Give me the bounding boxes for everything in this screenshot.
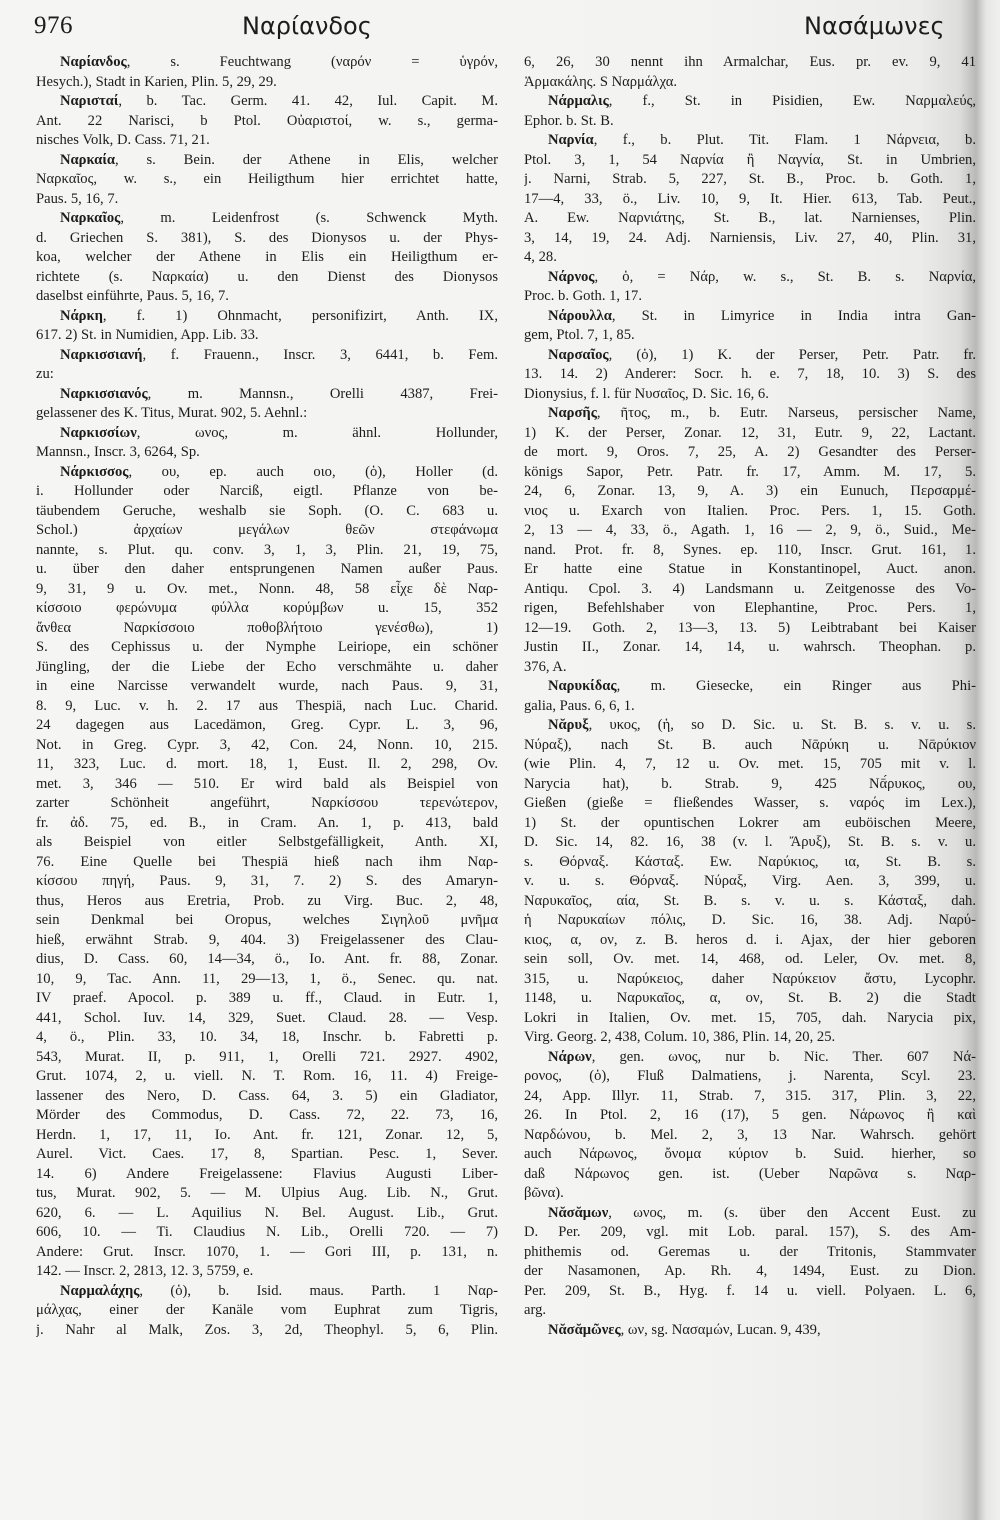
entry-text-line: 617. 2) St. in Numidien, App. Lib. 33. <box>36 327 259 343</box>
headword: Ναρυκίδας <box>548 678 617 694</box>
entry-text-line: fr. ἀδ. 75, ed. B., in Cram. An. 1, p. 413, bald <box>36 814 498 831</box>
entry-text-line: D. Sic. 14, 82. 16, 38 (v. l. Ἄρυξ), St. B. s. v. u. <box>524 834 976 850</box>
entry-text-line: 376, A. <box>524 658 567 675</box>
entry-text-line: κίσσοιο φερώνυμα φύλλα κορύμβων u. 15, 352 <box>36 600 498 616</box>
entry-text-line: (wie Plin. 4, 7, 12 u. Ov. met. 15, 705 mit v. l. <box>524 756 976 772</box>
entry-text-line: 620, 6. — L. Aquilius N. Bel. August. Lib., Grut. <box>36 1204 498 1221</box>
entry-text-line: de mort. 9, Oros. 7, 25, A. 2) Gesandter des Perser- <box>524 444 976 460</box>
headword: Ναρνία <box>548 132 594 148</box>
entry-text-line: Virg. Georg. 2, 438, Colum. 10, 386, Plin. 14, 20, 25. <box>524 1029 836 1045</box>
entry-text-line: met. 3, 346 — 510. Er wird bald als Beispiel von <box>36 775 498 792</box>
entry-text-line: u. über den daher entsprungenen Namen außer Paus. <box>36 561 498 577</box>
entry-text-line: tus, Murat. 902, 5. — M. Ulpius Aug. Lib. N., Grut. <box>36 1185 498 1201</box>
right-column <box>524 53 976 1340</box>
entry-text-line: sein soll, Ov. met. 14, 468, od. Leler, Ov. met. 8, <box>524 951 976 967</box>
entry-first-line: Ναρμαλάχης, (ὁ), b. Isid. maus. Parth. 1 Ναρ- <box>60 1282 498 1299</box>
entry-text-line: 142. — Inscr. 2, 2813, 12. 3, 5759, e. <box>36 1263 254 1279</box>
entry-first-line: Ναρσῆς, ῆτος, m., b. Eutr. Narseus, persischer Name, <box>548 405 976 421</box>
entry-first-line: Ναρίανδος, s. Feuchtwang (ναρόν = ὑγρόν, <box>60 54 498 70</box>
entry-text-line: Hesych.), Stadt in Karien, Plin. 5, 29, 29. <box>36 73 277 90</box>
headword: Ναρσαῖος <box>548 346 609 363</box>
entry-text-line: 24, 6, Zonar. 13, 9, A. 3) ein Eunuch, Περσαρμέ- <box>524 483 976 499</box>
headword: Νᾰσᾰμων <box>548 1204 609 1221</box>
entry-text-line: Mannsn., Inscr. 3, 6264, Sp. <box>36 444 200 460</box>
entry-text-line: Schol.) ἀρχαίων μεγάλων θεῶν στεφάνωμα <box>36 522 498 538</box>
entry-text-line: Lokri in Italien, Ov. met. 15, 705, dah. Narycia pix, <box>524 1009 976 1026</box>
entry-text-line: Gießen (gieße = fließendes Wasser, s. ναρός im Lex.), <box>524 795 976 811</box>
entry-text-line: täubendem Geruche, weshalb sie Soph. (O. C. 683 u. <box>36 502 498 519</box>
entry-text-line: koa, welcher der Athene in Elis ein Heiligthum er- <box>36 249 498 265</box>
entry-text-line: zarter Schönheit angeführt, Ναρκίσσου τερενώτερον, <box>36 795 498 811</box>
entry-text-line: dius, D. Cass. 60, 14—34, ö., Io. Ant. fr. 88, Zonar. <box>36 951 498 967</box>
entry-text-line: A. Ew. Ναρνιάτης, St. B., lat. Narnienses, Plin. <box>524 210 976 226</box>
entry-text-line: Ἀρμακάλης. S Ναρμάλχα. <box>524 73 678 90</box>
entry-text-line: d. Griechen S. 381), S. des Dionysos u. der Phys- <box>36 229 498 246</box>
entry-text-line: D. Per. 209, vgl. mit Lob. paral. 157), S. des Am- <box>524 1224 976 1240</box>
headword: Ναρκισσιανή <box>60 346 143 363</box>
headword: Ναρκισσιανός <box>60 385 148 402</box>
entry-text-line: 606, 10. — Ti. Claudius N. Lib., Orelli 720. — 7) <box>36 1224 498 1240</box>
entry-first-line: Ναρκαῖος, m. Leidenfrost (s. Schwenck Myth. <box>60 210 498 226</box>
entry-text-line: galia, Paus. 6, 6, 1. <box>524 697 635 714</box>
entry-text-line: IV praef. Apocol. p. 389 u. ff., Claud. in Eutr. 1, <box>36 990 498 1006</box>
entry-text-line: 26. In Ptol. 2, 16 (17), 5 gen. Νάρωνος ἢ καὶ <box>524 1107 976 1123</box>
headword: Ναρίανδος <box>60 54 127 70</box>
entry-first-line: Ναρνία, f., b. Plut. Tit. Flam. 1 Νάρνεια, b. <box>548 132 976 148</box>
entry-text-line: μάλχας, einer der Kanäle vom Euphrat zum Tigris, <box>36 1302 498 1318</box>
entry-text-line: 8. 9, Luc. v. h. 2. 17 aus Thespiä, nach Luc. Charid. <box>36 697 498 714</box>
entry-text-line: 4, 28. <box>524 249 557 265</box>
entry-text-line: Narycia hat), b. Strab. 9, 425 Νᾱ́ρυκος, ου, <box>524 775 976 792</box>
entry-first-line: Νάρκισσος, ου, ep. auch οιο, (ὁ), Holler (d. <box>60 463 498 480</box>
left-column <box>36 53 498 1340</box>
entry-text-line: 24 dagegen aus Lacedämon, Greg. Cypr. L. 3, 96, <box>36 717 498 733</box>
entry-text-line: 6, 26, 30 nennt ihn Armalchar, Eus. pr. ev. 9, 41 <box>524 54 976 70</box>
entry-text-line: Paus. 5, 16, 7. <box>36 190 119 207</box>
entry-first-line: Ναρυκίδας, m. Giesecke, ein Ringer aus Phi- <box>548 678 976 694</box>
entry-first-line: Νᾰρυξ, υκος, (ἡ, so D. Sic. u. St. B. s. v. u. s. <box>548 717 976 733</box>
entry-text-line: 9, 31, 9 u. Ov. met., Nonn. 48, 58 εἶχε δὲ Ναρ- <box>36 580 498 597</box>
entry-text-line: Andere: Grut. Inscr. 1070, 1. — Gori III, p. 131, n. <box>36 1243 498 1260</box>
entry-first-line: Ναρκισσίων, ωνος, m. ähnl. Hollunder, <box>60 424 498 441</box>
headword: Νάρουλλα <box>548 307 612 324</box>
entry-text-line: 13. 14. 2) Anderer: Socr. h. e. 7, 18, 10. 3) S. des <box>524 366 976 382</box>
entry-text-line: als Beispiel von eitler Selbstgefälligkeit, Anth. XI, <box>36 834 498 850</box>
entry-text-line: Mörder des Commodus, D. Cass. 72, 22. 73, 16, <box>36 1107 498 1123</box>
headword: Νᾰσᾰμῶνες <box>548 1321 621 1338</box>
entry-text-line: lassener des Nero, D. Cass. 64, 3. 5) ein Gladiator, <box>36 1087 498 1104</box>
headword: Νάρμαλις <box>548 93 609 109</box>
entry-first-line: Ναρκισσιανή, f. Frauenn., Inscr. 3, 6441, b. Fem. <box>60 346 498 363</box>
entry-text-line: Herdn. 1, 17, 11, Io. Ant. fr. 121, Zonar. 12, 5, <box>36 1126 498 1143</box>
entry-text-line: königs Sapor, Petr. Patr. fr. 17, Amm. M. 17, 5. <box>524 463 976 480</box>
headword: Νάρων <box>548 1048 592 1065</box>
entry-text-line: hieß, erwähnt Strab. 9, 404. 3) Freigelassener des Clau- <box>36 931 498 948</box>
entry-text-line: Ephor. b. St. B. <box>524 112 614 129</box>
entry-first-line: Ναρσαῖος, (ὁ), 1) K. der Perser, Petr. Patr. fr. <box>548 346 976 363</box>
entry-text-line: j. Nahr al Malk, Zos. 3, 2d, Theophyl. 5, 6, Plin. <box>36 1321 498 1338</box>
entry-text-line: 24, App. Illyr. 11, Strab. 7, 315. 317, Plin. 3, 22, <box>524 1087 976 1104</box>
headword: Ναρισταί <box>60 93 119 109</box>
entry-first-line: Νάρκη, f. 1) Ohnmacht, personifizirt, Anth. IX, <box>60 307 498 324</box>
entry-text-line: in eine Narcisse verwandelt wurde, nach Paus. 9, 31, <box>36 678 498 694</box>
headword: Ναρμαλάχης <box>60 1282 140 1299</box>
entry-text-line: v. u. s. Θόρναξ. Νύραξ, Virg. Aen. 3, 399, u. <box>524 873 976 889</box>
entry-text-line: nisches Volk, D. Cass. 71, 21. <box>36 132 210 148</box>
entry-text-line: Ptol. 3, 1, 54 Ναρνία ἢ Ναγνία, St. in Umbrien, <box>524 151 976 168</box>
entry-text-line: sein Denkmal bei Oropus, welches Σιγηλοῦ μνῆμα <box>36 912 498 928</box>
entry-text-line: 441, Schol. Iuv. 14, 329, Suet. Claud. 28. — Vesp. <box>36 1009 498 1026</box>
entry-text-line: daselbst einführte, Paus. 5, 16, 7. <box>36 288 229 304</box>
entry-text-line: Ναρκαῖος, w. s., ein Heiligthum hier errichtet hatte, <box>36 171 498 187</box>
entry-first-line: Ναρισταί, b. Tac. Germ. 41. 42, Iul. Capit. M. <box>60 93 498 109</box>
headword: Νάρνος <box>548 268 595 285</box>
entry-text-line: rigen, Befehlshaber von Elephantine, Proc. Pers. 1, <box>524 600 976 616</box>
entry-text-line: 543, Murat. II, p. 911, 1, Orelli 721. 2927. 4902, <box>36 1048 498 1065</box>
entry-text-line: thus, Heros aus Eretria, Prob. zu Virg. Buc. 2, 48, <box>36 892 498 909</box>
entry-first-line: Νάρων, gen. ωνος, nur b. Nic. Ther. 607 Νά- <box>548 1048 976 1065</box>
entry-first-line: Ναρκισσιανός, m. Mannsn., Orelli 4387, Frei- <box>60 385 498 402</box>
entry-text-line: βῶνα). <box>524 1185 564 1201</box>
entry-text-line: Ναρδώνου, b. Mel. 2, 3, 13 Nar. Wahrsch. gehört <box>524 1126 976 1143</box>
entry-text-line: phithemis od. Geremas u. der Tritonis, Stammvater <box>524 1243 976 1260</box>
left-running-headword: Ναρίανδος <box>242 12 372 40</box>
entry-text-line: Grut. 1074, 2, u. viell. N. T. Rom. 16, 11. 4) Freige- <box>36 1068 498 1084</box>
entry-text-line: Aurel. Vict. Caes. 17, 8, Spartian. Pesc. 1, Sever. <box>36 1146 498 1162</box>
entry-text-line: 1) St. der opuntischen Lokrer am euböischen Meere, <box>524 814 976 831</box>
entry-text-line: 17—4, 33, ö., Liv. 10, 9, It. Hier. 613, Tab. Peut., <box>524 190 976 207</box>
entry-text-line: zu: <box>36 366 54 382</box>
entry-text-line: nand. Prot. fr. 8, Synes. ep. 110, Inscr. Grut. 161, 1. <box>524 541 976 558</box>
entry-text-line: νιος u. Exarch von Italien. Proc. Pers. 1, 15. Goth. <box>524 502 976 519</box>
headword: Νᾰρυξ <box>548 717 589 733</box>
entry-text-line: 11, 323, Luc. d. mort. 18, 1, Eust. Il. 2, 298, Ov. <box>36 756 498 772</box>
entry-text-line: Justin II., Zonar. 14, 14, u. wahrsch. Theophan. p. <box>524 639 976 655</box>
entry-text-line: Per. 209, St. B., Hyg. f. 14 u. viell. Polyaen. L. 6, <box>524 1282 976 1299</box>
entry-text-line: 315, u. Ναρύκειος, daher Ναρύκειον ἄστυ, Lycophr. <box>524 970 976 987</box>
entry-first-line: Νάρμαλις, f., St. in Pisidien, Ew. Ναρμαλεύς, <box>548 93 976 109</box>
entry-text-line: Νύραξ), nach St. B. auch Νᾱρύκη u. Νᾱρύκιον <box>524 736 976 753</box>
entry-text-line: S. des Cephissus u. der Nymphe Leiriope, ein schöner <box>36 639 498 655</box>
entry-text-line: ἄνθεα Ναρκίσσοιο ποθοβλήτοιο γενέσθω), 1) <box>36 619 498 636</box>
entry-text-line: richtete (s. Ναρκαία) u. den Dienst des Dionysos <box>36 268 498 285</box>
entry-text-line: nannte, s. Plut. qu. conv. 3, 1, 3, Plin. 21, 19, 75, <box>36 541 498 558</box>
page-number: 976 <box>34 12 73 39</box>
entry-text-line: 10, 9, Tac. Ann. 11, 29—13, 1, ö., Senec. qu. nat. <box>36 970 498 987</box>
entry-text-line: ἡ Ναρυκαίων πόλις, D. Sic. 16, 38. Adj. Ναρύ- <box>524 912 976 928</box>
entry-text-line: Er hatte eine Statue in Konstantinopel, Auct. anon. <box>524 561 976 577</box>
entry-text-line: 3, 14, 19, 24. Adj. Narniensis, Liv. 27, 40, Plin. 31, <box>524 229 976 246</box>
entry-text-line: Antiqu. Cpol. 3. 4) Landsmann u. Zeitgenosse des Vo- <box>524 580 976 597</box>
entry-text-line: s. Θόρναξ. Κάσταξ. Ew. Ναρύκιος, ια, St. B. s. <box>524 853 976 870</box>
entry-text-line: gem, Ptol. 7, 1, 85. <box>524 327 635 343</box>
entry-text-line: Ant. 22 Narisci, b Ptol. Οὐαριστοί, w. s., germa- <box>36 112 498 129</box>
headword: Νάρκη <box>60 307 103 324</box>
entry-text-line: 1) K. der Perser, Zonar. 12, 31, Eutr. 9, 22, Lactant. <box>524 424 976 441</box>
entry-text-line: gelassener des K. Titus, Murat. 902, 5. Aehnl.: <box>36 405 308 421</box>
entry-text-line: 4, ö., Plin. 33, 10. 34, 18, Inschr. b. Fabretti p. <box>36 1029 498 1045</box>
right-running-headword: Νασάμωνες <box>804 12 945 40</box>
headword: Ναρκαία <box>60 151 115 168</box>
entry-text-line: i. Hollunder oder Narciß, eigtl. Pflanze von be- <box>36 483 498 499</box>
headword: Ναρσῆς <box>548 405 597 421</box>
entry-text-line: daß Νάρωνος gen. ist. (Ueber Ναρῶνα s. Ναρ- <box>524 1165 976 1182</box>
entry-text-line: Proc. b. Goth. 1, 17. <box>524 288 642 304</box>
headword: Ναρκισσίων <box>60 424 137 441</box>
entry-first-line: Νᾰσᾰμων, ωνος, m. (s. über den Accent Eust. zu <box>548 1204 976 1221</box>
entry-text-line: 76. Eine Quelle bei Thespiä hieß nach ihm Ναρ- <box>36 853 498 870</box>
entry-text-line: 2, 13 — 4, 33, ö., Agath. 1, 16 — 2, 9, ö., Suid., Me- <box>524 522 976 538</box>
entry-text-line: κίσσου πηγή, Paus. 9, 31, 7. 2) S. des Amaryn- <box>36 873 498 889</box>
entry-text-line: Not. in Greg. Cypr. 3, 42, Con. 24, Nonn. 10, 215. <box>36 736 498 753</box>
entry-first-line: Ναρκαία, s. Bein. der Athene in Elis, welcher <box>60 151 498 168</box>
entry-first-line: Νᾰσᾰμῶνες, ων, sg. Νασαμών, Lucan. 9, 439, <box>548 1321 821 1338</box>
entry-text-line: 14. 6) Andere Freigelassene: Flavius Augusti Liber- <box>36 1165 498 1182</box>
headword: Ναρκαῖος <box>60 210 121 226</box>
page-header <box>34 12 974 48</box>
entry-text-line: 1148, u. Ναρυκαῖος, α, ον, St. B. 2) die Stadt <box>524 990 976 1006</box>
entry-text-line: auch Νάρωνος, ὄνομα κύριον b. Suid. hierher, so <box>524 1146 976 1162</box>
entry-first-line: Νάρουλλα, St. in Limyrice in India intra Gan- <box>548 307 976 324</box>
entry-text-line: Jüngling, der die Liebe der Echo verschmähte u. daher <box>36 658 498 675</box>
entry-text-line: der Nasamonen, Ap. Rh. 4, 1494, Eust. zu Dion. <box>524 1263 976 1279</box>
entry-text-line: ρονος, (ὁ), Fluß Dalmatiens, j. Narenta, Scyl. 23. <box>524 1068 976 1084</box>
entry-text-line: Ναρυκαῖος, αία, St. B. s. v. u. s. Κάσταξ, dah. <box>524 892 976 909</box>
entry-text-line: j. Narni, Strab. 5, 227, St. B., Proc. b. Goth. 1, <box>524 171 976 187</box>
entry-first-line: Νάρνος, ὁ, = Νάρ, w. s., St. B. s. Ναρνία, <box>548 268 976 285</box>
entry-text-line: κιος, α, ον, z. B. heros d. i. Ajax, der hier geboren <box>524 931 976 948</box>
entry-text-line: arg. <box>524 1302 547 1318</box>
headword: Νάρκισσος <box>60 463 129 480</box>
entry-text-line: 12—19. Goth. 2, 13—3, 13. 5) Leibtrabant bei Kaiser <box>524 619 976 636</box>
entry-text-line: Dionysius, f. l. für Νυσαῖος, D. Sic. 16, 6. <box>524 385 769 402</box>
